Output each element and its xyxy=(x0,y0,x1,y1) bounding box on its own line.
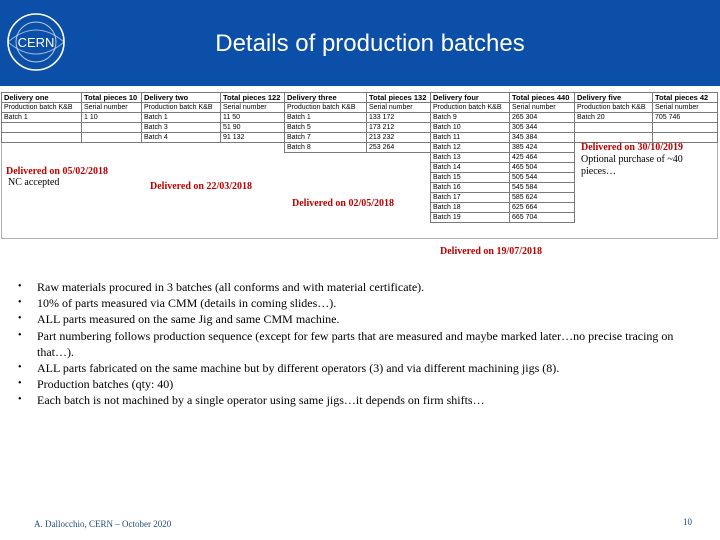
table-cell xyxy=(575,133,653,143)
table-cell: 385 424 xyxy=(510,143,575,153)
table-cell xyxy=(575,193,653,203)
table-cell: 253 264 xyxy=(367,143,431,153)
table-cell xyxy=(575,183,653,193)
table-cell: 91 132 xyxy=(221,133,285,143)
bullet-item: • Production batches (qty: 40) xyxy=(18,376,698,392)
table-cell xyxy=(2,133,82,143)
table-cell: 545 584 xyxy=(510,183,575,193)
table-cell: 665 704 xyxy=(510,213,575,223)
table-cell xyxy=(367,153,431,163)
table-cell xyxy=(285,183,367,193)
table-cell: Total pieces 10 xyxy=(82,93,142,103)
table-row xyxy=(2,103,718,113)
table-cell: Serial number xyxy=(82,103,142,113)
bullet-item: • ALL parts measured on the same Jig and same CMM machine. xyxy=(18,311,698,327)
table-cell: 133 172 xyxy=(367,113,431,123)
table-cell: Serial number xyxy=(510,103,575,113)
table-cell xyxy=(82,133,142,143)
table-cell: 705 746 xyxy=(653,113,718,123)
table-cell xyxy=(653,193,718,203)
table-cell: 173 212 xyxy=(367,123,431,133)
table-cell xyxy=(2,123,82,133)
table-cell: Batch 1 xyxy=(2,113,82,123)
table-cell: Production batch K&B xyxy=(431,103,510,113)
bullet-item: • Raw materials procured in 3 batches (all conforms and with material certificate). xyxy=(18,279,698,295)
table-cell: Total pieces 132 xyxy=(367,93,431,103)
table-cell: Batch 10 xyxy=(431,123,510,133)
table-cell xyxy=(575,203,653,213)
delivery-one-note: NC accepted xyxy=(8,177,60,188)
table-cell: Batch 19 xyxy=(431,213,510,223)
table-cell: Batch 16 xyxy=(431,183,510,193)
table-cell xyxy=(285,173,367,183)
delivery-five-note: Optional purchase of ~40 pieces… xyxy=(581,154,683,177)
table-row xyxy=(2,113,718,123)
table-cell xyxy=(367,163,431,173)
table-cell: Production batch K&B xyxy=(142,103,221,113)
table-cell: Delivery four xyxy=(431,93,510,103)
table-cell: Batch 9 xyxy=(431,113,510,123)
table-cell: Batch 3 xyxy=(142,123,221,133)
delivery-three-date: Delivered on 02/05/2018 xyxy=(292,198,395,209)
table-cell: Batch 14 xyxy=(431,163,510,173)
table-cell: Batch 7 xyxy=(285,133,367,143)
page-title: Details of production batches xyxy=(215,30,525,57)
delivery-four-date: Delivered on 19/07/2018 xyxy=(440,246,543,257)
table-cell xyxy=(82,213,142,223)
table-cell: Production batch K&B xyxy=(2,103,82,113)
table-cell: Batch 5 xyxy=(285,123,367,133)
table-cell: Batch 1 xyxy=(142,113,221,123)
footer-author: A. Dallocchio, CERN – October 2020 xyxy=(34,519,172,529)
bullet-item: • Part numbering follows production sequence (except for few parts that are measured and maybe marked later…no precise tracing on that…). xyxy=(18,328,698,360)
table-cell xyxy=(285,153,367,163)
table-cell xyxy=(82,123,142,133)
table-cell xyxy=(285,213,367,223)
table-cell: Serial number xyxy=(221,103,285,113)
table-row xyxy=(2,93,718,103)
table-cell: 585 624 xyxy=(510,193,575,203)
table-cell: Delivery two xyxy=(142,93,221,103)
table-cell xyxy=(82,193,142,203)
table-cell xyxy=(653,203,718,213)
table-cell: Batch 12 xyxy=(431,143,510,153)
table-cell: Delivery one xyxy=(2,93,82,103)
table-cell xyxy=(142,203,221,213)
table-cell: Batch 15 xyxy=(431,173,510,183)
logo-text: CERN xyxy=(17,35,55,50)
table-cell xyxy=(142,193,221,203)
page-number: 10 xyxy=(683,517,692,527)
cern-logo xyxy=(2,8,70,76)
table-cell: Batch 13 xyxy=(431,153,510,163)
table-row xyxy=(2,213,718,223)
table-cell: Batch 18 xyxy=(431,203,510,213)
table-cell xyxy=(142,143,221,153)
table-cell: Delivery five xyxy=(575,93,653,103)
table-row xyxy=(2,133,718,143)
table-cell xyxy=(2,213,82,223)
title-bar xyxy=(0,0,720,86)
table-cell xyxy=(367,173,431,183)
table-cell: 345 384 xyxy=(510,133,575,143)
table-cell: Batch 4 xyxy=(142,133,221,143)
table-cell xyxy=(142,163,221,173)
table-cell xyxy=(653,183,718,193)
bullet-item: • ALL parts fabricated on the same machine but by different operators (3) and via different machining jigs (8). xyxy=(18,360,698,376)
table-cell: Total pieces 440 xyxy=(510,93,575,103)
bullet-item: • Each batch is not machined by a single operator using same jigs…it depends on firm shifts… xyxy=(18,392,698,408)
table-cell xyxy=(221,213,285,223)
bullet-item: • 10% of parts measured via CMM (details in coming slides…). xyxy=(18,295,698,311)
table-row xyxy=(2,123,718,133)
table-cell: Batch 17 xyxy=(431,193,510,203)
table-row xyxy=(2,183,718,193)
delivery-five-date: Delivered on 30/10/2019 xyxy=(581,142,684,153)
table-cell: Total pieces 122 xyxy=(221,93,285,103)
table-cell xyxy=(82,153,142,163)
table-cell xyxy=(221,203,285,213)
table-cell xyxy=(285,163,367,173)
table-cell xyxy=(575,213,653,223)
table-cell xyxy=(653,133,718,143)
table-cell xyxy=(82,203,142,213)
table-cell: 625 664 xyxy=(510,203,575,213)
table-cell: 465 504 xyxy=(510,163,575,173)
table-cell: 305 344 xyxy=(510,123,575,133)
table-cell xyxy=(221,153,285,163)
table-cell xyxy=(2,203,82,213)
table-cell xyxy=(2,143,82,153)
table-cell xyxy=(367,183,431,193)
table-cell: Batch 20 xyxy=(575,113,653,123)
table-cell: 1 10 xyxy=(82,113,142,123)
table-cell xyxy=(221,193,285,203)
delivery-two-date: Delivered on 22/03/2018 xyxy=(150,181,253,192)
table-cell: Delivery three xyxy=(285,93,367,103)
table-cell: Serial number xyxy=(367,103,431,113)
table-cell: Production batch K&B xyxy=(575,103,653,113)
table-cell: Batch 1 xyxy=(285,113,367,123)
table-cell xyxy=(82,143,142,153)
table-cell xyxy=(221,143,285,153)
table-cell: 213 232 xyxy=(367,133,431,143)
table-cell xyxy=(367,213,431,223)
table-cell xyxy=(82,183,142,193)
table-cell xyxy=(653,123,718,133)
table-cell: 505 544 xyxy=(510,173,575,183)
table-cell: Batch 11 xyxy=(431,133,510,143)
table-cell xyxy=(221,163,285,173)
table-cell xyxy=(142,153,221,163)
table-cell xyxy=(653,213,718,223)
table-cell xyxy=(142,213,221,223)
table-cell: Batch 8 xyxy=(285,143,367,153)
bullet-list xyxy=(18,279,698,409)
table-cell: Serial number xyxy=(653,103,718,113)
table-cell: Production batch K&B xyxy=(285,103,367,113)
table-cell: 11 50 xyxy=(221,113,285,123)
table-cell: Total pieces 42 xyxy=(653,93,718,103)
table-cell: 425 464 xyxy=(510,153,575,163)
table-cell: 265 304 xyxy=(510,113,575,123)
table-cell xyxy=(2,193,82,203)
table-cell xyxy=(2,153,82,163)
delivery-one-date: Delivered on 05/02/2018 xyxy=(6,166,109,177)
table-cell: 51 90 xyxy=(221,123,285,133)
table-cell xyxy=(575,123,653,133)
